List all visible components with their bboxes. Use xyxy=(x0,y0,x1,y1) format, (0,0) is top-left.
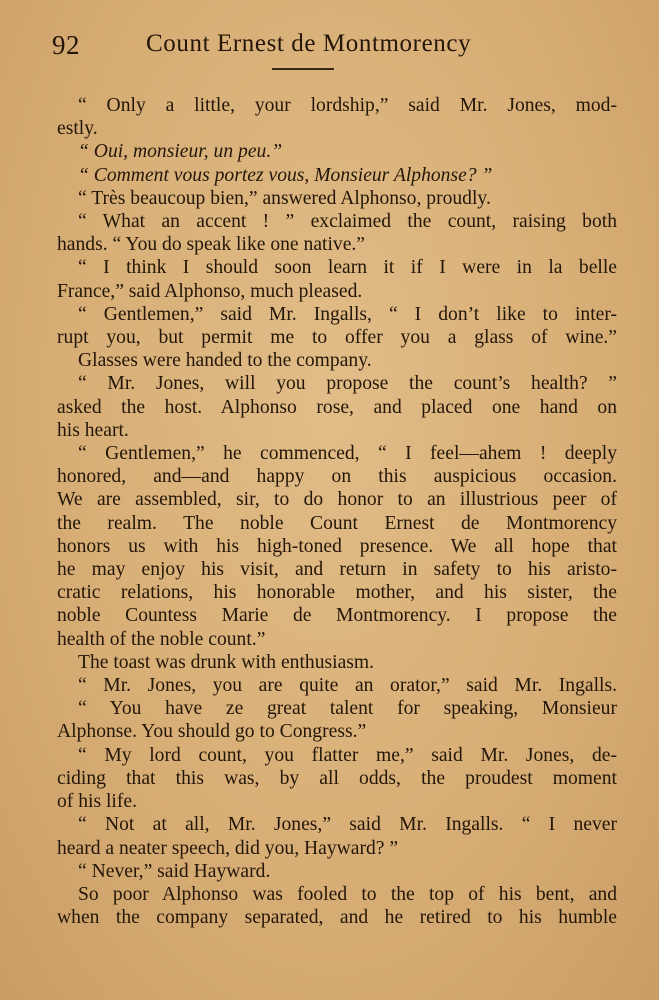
text-line: he may enjoy his visit, and return in safety to his aristo- xyxy=(57,559,617,581)
text-line: “ Mr. Jones, you are quite an orator,” said Mr. Ingalls. xyxy=(78,675,617,697)
text-line: “ Gentlemen,” he commenced, “ I feel—ahem ! deeply xyxy=(78,443,617,465)
page-header xyxy=(52,30,532,62)
text-line: asked the host. Alphonso rose, and placed one hand on xyxy=(57,396,617,418)
text-line: his heart. xyxy=(57,419,129,441)
text-line: heard a neater speech, did you, Hayward? ” xyxy=(57,837,399,859)
text-line: So poor Alphonso was fooled to the top of his bent, and xyxy=(78,883,617,905)
text-line: France,” said Alphonso, much pleased. xyxy=(57,280,363,302)
text-line: noble Countess Marie de Montmorency. I propose the xyxy=(57,605,617,627)
text-line: “ Gentlemen,” said Mr. Ingalls, “ I don’t like to inter- xyxy=(78,303,617,325)
text-line: estly. xyxy=(57,118,98,140)
header-rule xyxy=(272,68,334,70)
text-line: “ Not at all, Mr. Jones,” said Mr. Ingalls. “ I never xyxy=(78,814,617,836)
running-title: Count Ernest de Montmorency xyxy=(146,30,472,57)
text-line: “ Oui, monsieur, un peu.” xyxy=(78,141,283,163)
text-line: when the company separated, and he retired to his humble xyxy=(57,907,617,929)
text-line: “ You have ze great talent for speaking, Monsieur xyxy=(78,698,617,720)
text-line: “ Only a little, your lordship,” said Mr. Jones, mod- xyxy=(78,95,617,116)
text-line: “ Never,” said Hayward. xyxy=(78,860,271,882)
page-number: 92 xyxy=(52,30,80,60)
text-line: honored, and—and happy on this auspicious occasion. xyxy=(57,466,617,488)
text-line: “ What an accent ! ” exclaimed the count, raising both xyxy=(78,211,617,233)
text-line: honors us with his high-toned presence. We all hope that xyxy=(57,535,617,557)
text-line: hands. “ You do speak like one native.” xyxy=(57,234,365,256)
text-line: health of the noble count.” xyxy=(57,628,266,650)
text-line: the realm. The noble Count Ernest de Montmorency xyxy=(57,512,617,534)
text-line: We are assembled, sir, to do honor to an illustrious peer of xyxy=(57,489,617,511)
text-line: ciding that this was, by all odds, the proudest moment xyxy=(57,767,617,789)
text-line: of his life. xyxy=(57,791,137,813)
text-line: “ My lord count, you flatter me,” said Mr. Jones, de- xyxy=(78,744,617,766)
text-line: “ Très beaucoup bien,” answered Alphonso, proudly. xyxy=(78,187,491,209)
text-line: “ Comment vous portez vous, Monsieur Alphonse? ” xyxy=(78,164,493,186)
text-line: cratic relations, his honorable mother, and his sister, the xyxy=(57,582,617,604)
text-line: The toast was drunk with enthusiasm. xyxy=(78,651,375,673)
text-line: Alphonse. You should go to Congress.” xyxy=(57,721,367,743)
text-line: “ Mr. Jones, will you propose the count’s health? ” xyxy=(78,373,617,395)
text-line: “ I think I should soon learn it if I were in la belle xyxy=(78,257,617,279)
text-line: rupt you, but permit me to offer you a glass of wine.” xyxy=(57,327,617,349)
text-line: Glasses were handed to the company. xyxy=(78,350,372,372)
body-text xyxy=(57,94,617,929)
